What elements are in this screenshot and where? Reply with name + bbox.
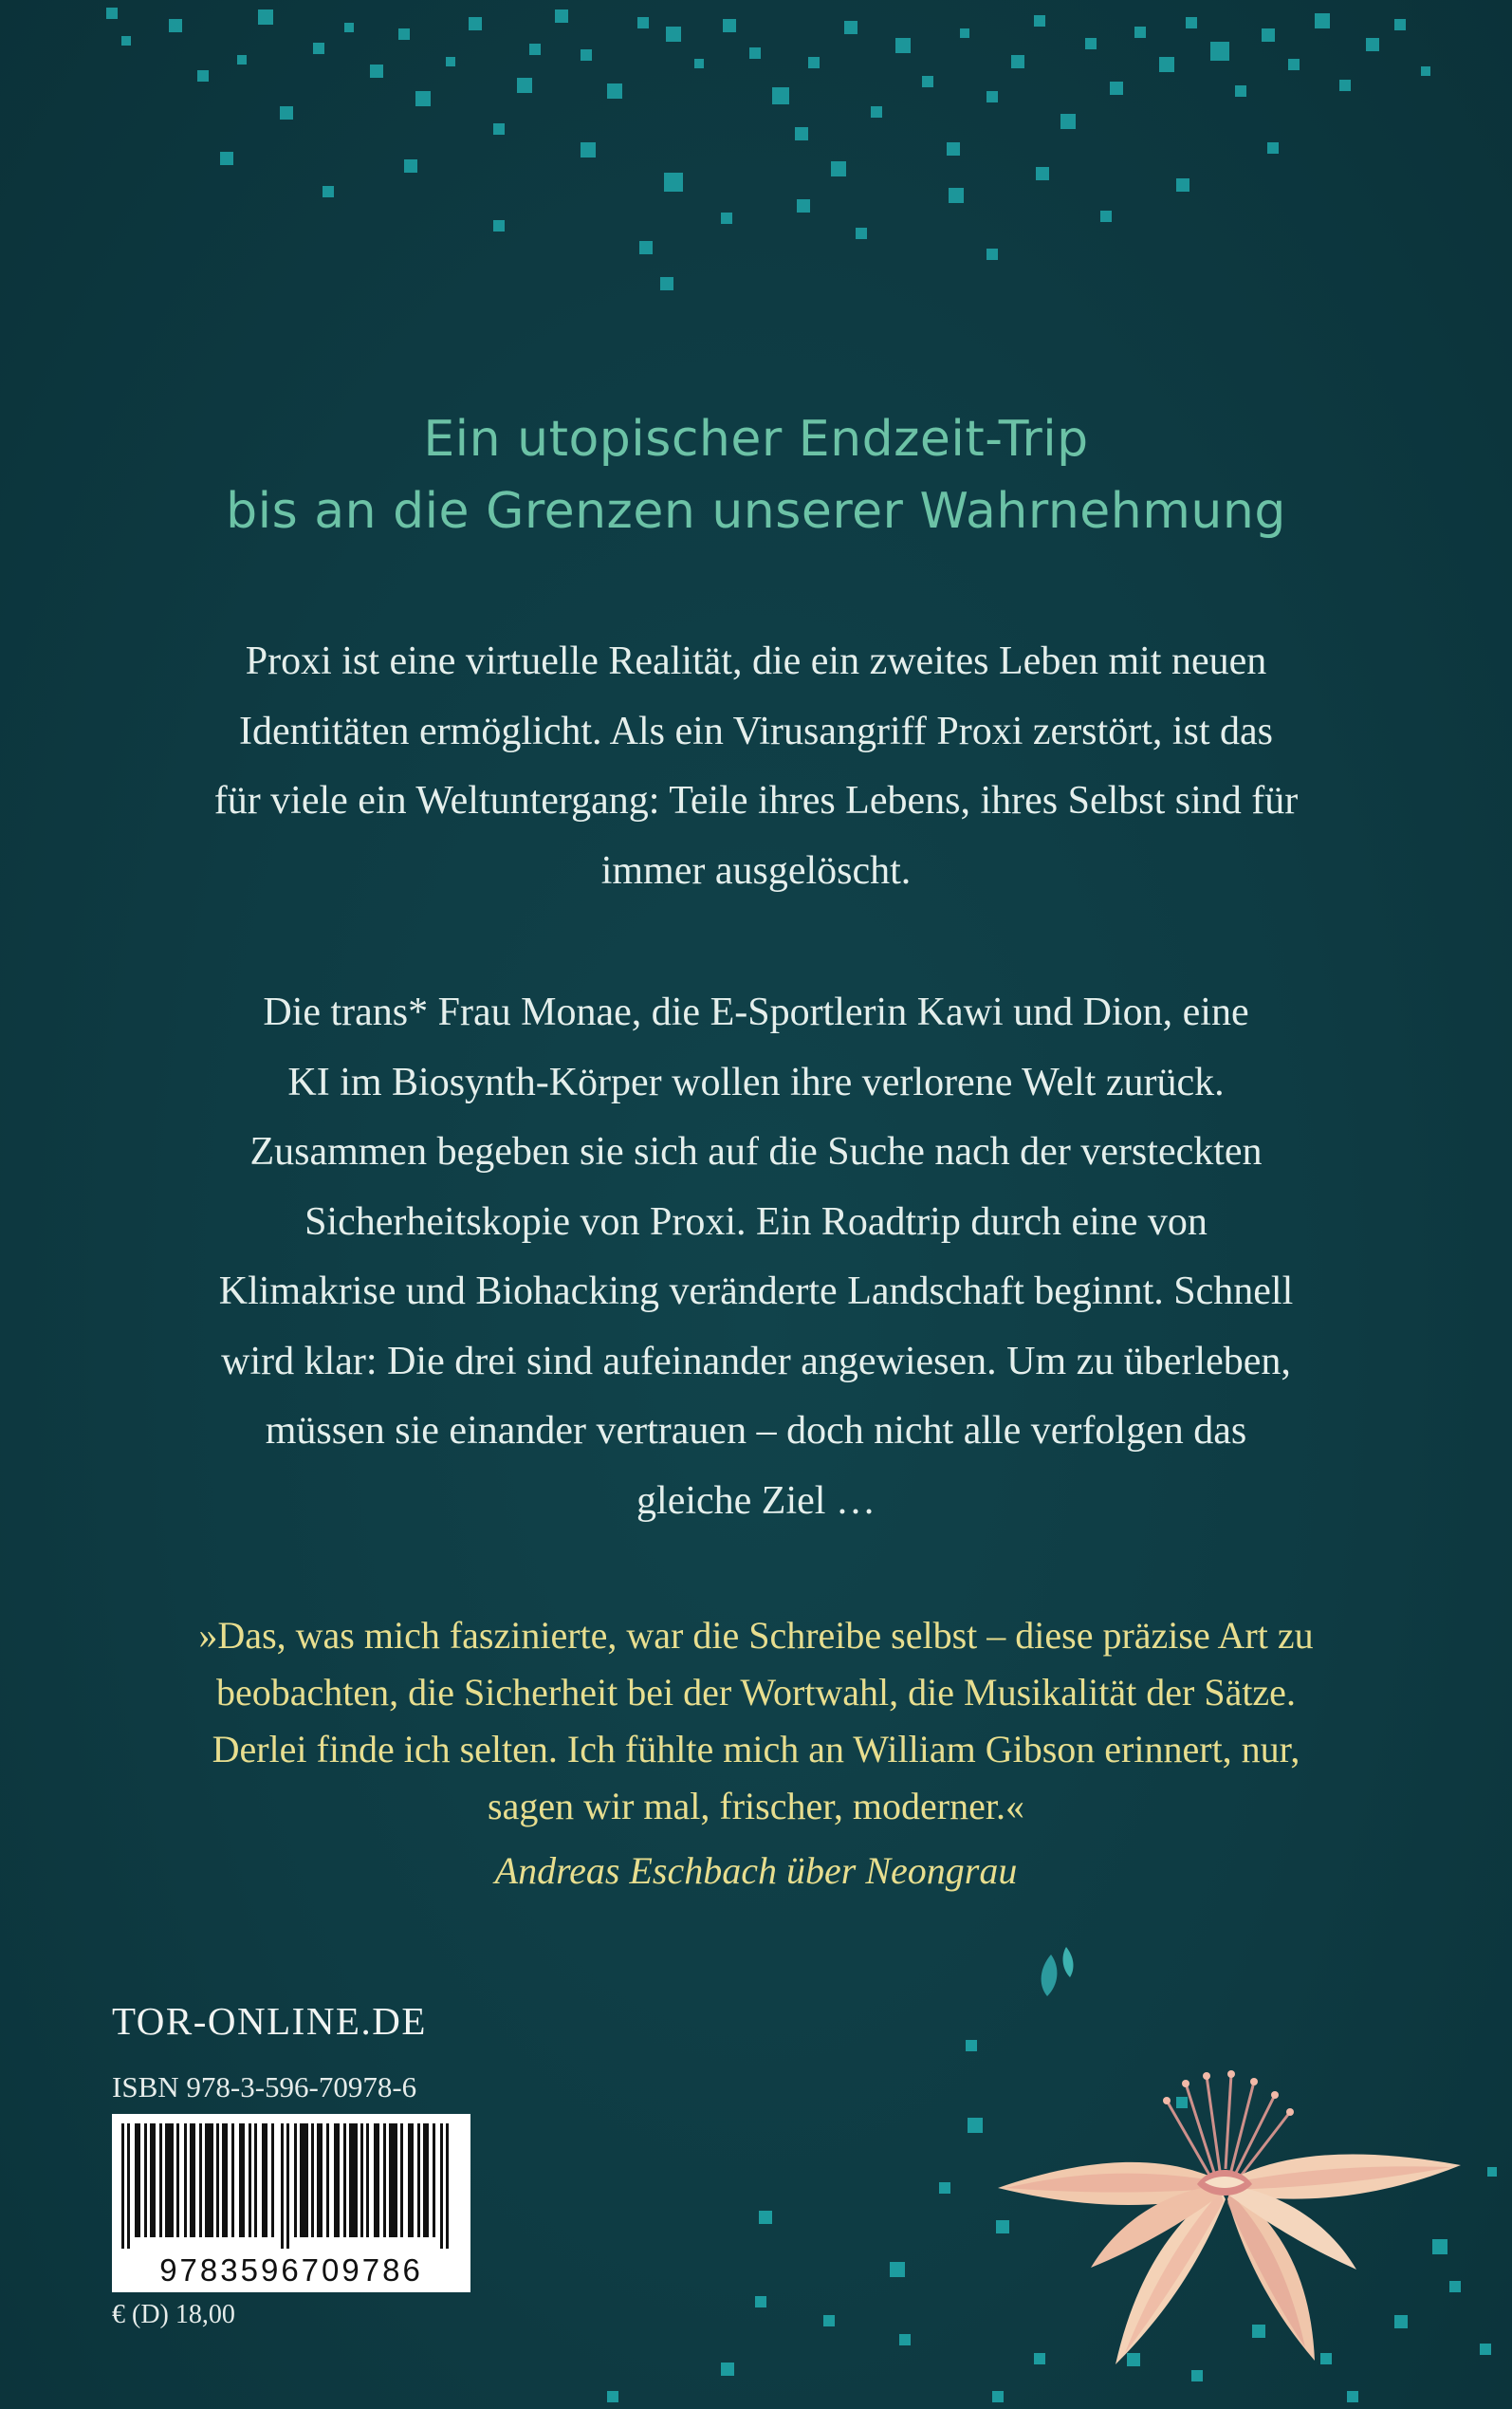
blurb-line: immer ausgelöscht. — [600, 848, 912, 893]
quote-line: beobachten, die Sicherheit bei der Wortwahl, die Musikalität der Sätze. — [216, 1671, 1296, 1714]
headline-line-2: bis an die Grenzen unserer Wahrnehmung — [226, 483, 1286, 540]
barcode-digits: 9783596709786 — [159, 2252, 423, 2288]
price-label: € (D) 18,00 — [112, 2300, 235, 2329]
blurb-line: Proxi ist eine virtuelle Realität, die ein zweites Leben mit neuen — [245, 639, 1267, 683]
publisher-website-link[interactable]: TOR-ONLINE.DE — [112, 1999, 427, 2043]
barcode — [112, 2114, 470, 2292]
barcode-icon — [118, 2123, 465, 2249]
blurb-line: Sicherheitskopie von Proxi. Ein Roadtrip durch eine von — [304, 1199, 1208, 1244]
quote-line: sagen wir mal, frischer, moderner.« — [488, 1785, 1024, 1827]
isbn-number: ISBN 978-3-596-70978-6 — [112, 2070, 417, 2103]
blurb-line: Identitäten ermöglicht. Als ein Virusangriff Proxi zerstört, ist das — [238, 709, 1274, 753]
blurb-line: wird klar: Die drei sind aufeinander angewiesen. Um zu überleben, — [221, 1339, 1291, 1383]
quote-line: »Das, was mich faszinierte, war die Schreibe selbst – diese präzise Art zu — [198, 1614, 1314, 1657]
blurb-paragraph-2 — [142, 978, 1370, 1536]
review-quote — [142, 1607, 1370, 1899]
blurb-line: Zusammen begeben sie sich auf die Suche nach der versteckten — [249, 1130, 1263, 1174]
flower-illustration-icon — [949, 1898, 1512, 2409]
quote-attribution: Andreas Eschbach über Neongrau — [494, 1849, 1018, 1892]
blurb-line: gleiche Ziel … — [636, 1478, 876, 1523]
blurb-line: KI im Biosynth-Körper wollen ihre verlorene Welt zurück. — [287, 1060, 1225, 1104]
headline-line-1: Ein utopischer Endzeit-Trip — [423, 411, 1089, 468]
blurb-line: Die trans* Frau Monae, die E-Sportlerin Kawi und Dion, eine — [263, 991, 1249, 1034]
blurb-paragraph-1 — [142, 627, 1370, 906]
headline — [0, 403, 1512, 547]
quote-line: Derlei finde ich selten. Ich fühlte mich an William Gibson erinnert, nur, — [212, 1728, 1300, 1770]
blurb-line: Klimakrise und Biohacking veränderte Landschaft beginnt. Schnell — [218, 1269, 1294, 1313]
blurb-line: müssen sie einander vertrauen – doch nicht alle verfolgen das — [265, 1409, 1247, 1453]
blurb-line: für viele ein Weltuntergang: Teile ihres Lebens, ihres Selbst sind für — [213, 779, 1299, 823]
